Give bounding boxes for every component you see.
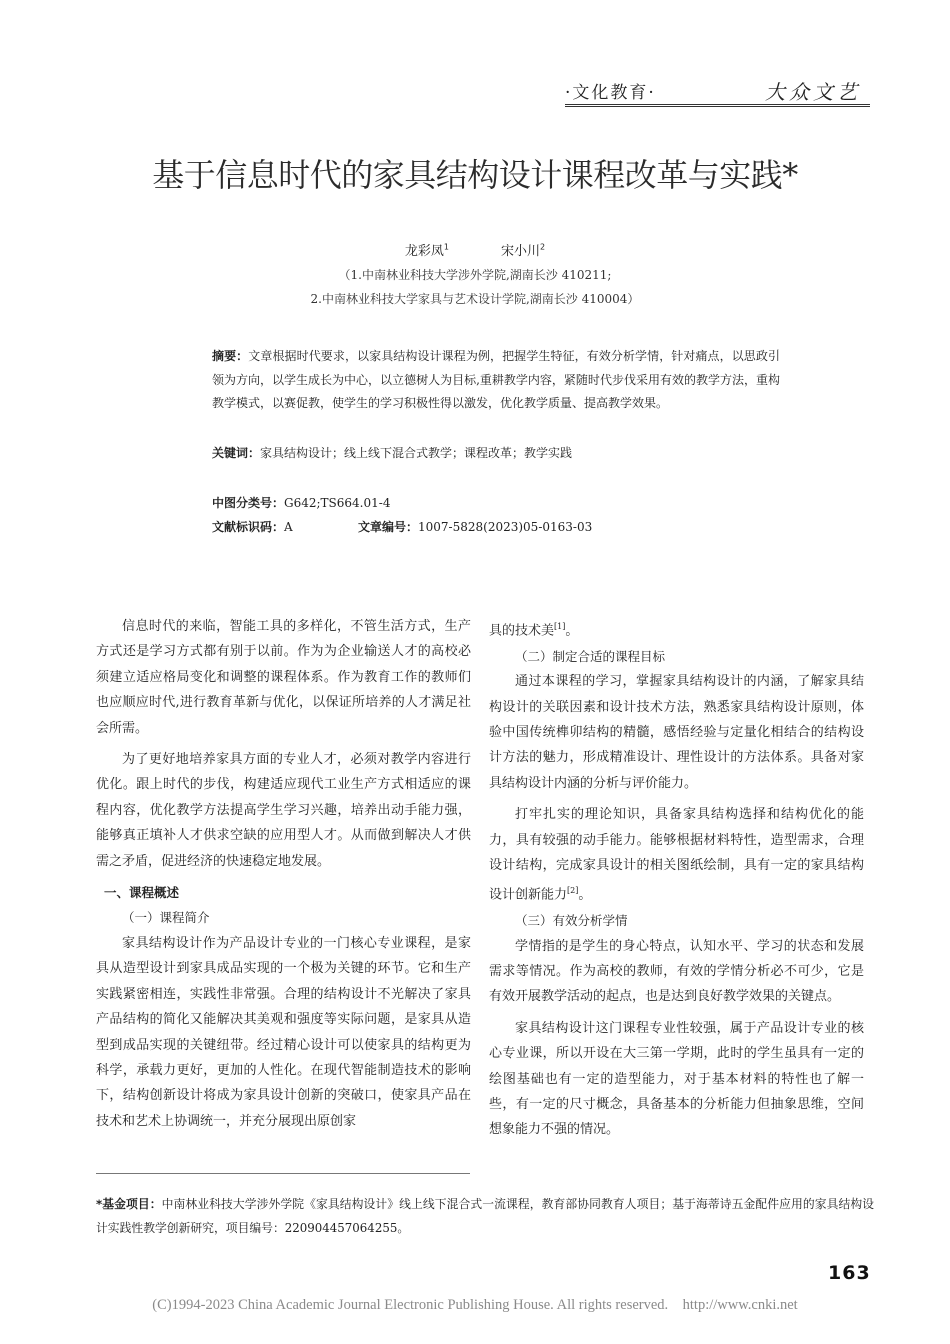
body-paragraph: 通过本课程的学习，掌握家具结构设计的内涵，了解家具结构设计的关联因素和设计技术方法，熟悉家具结构设计原则，体验中国传统榫卯结构的精髓，感悟经验与定量化相结合的结构设计方法的魅力，形成精准设计、理性设计的方法体系。具备对家具结构设计内涵的分析与评价能力。 bbox=[489, 674, 864, 791]
classification-value: G642;TS664.01-4 bbox=[284, 496, 391, 510]
body-text: 。 bbox=[578, 887, 592, 903]
body-right-column bbox=[489, 614, 864, 1143]
body-paragraph bbox=[489, 802, 864, 908]
keywords-line bbox=[212, 444, 572, 461]
page-number: 163 bbox=[828, 1262, 871, 1284]
citation-ref: [1] bbox=[554, 622, 566, 631]
article-title: 基于信息时代的家具结构设计课程改革与实践* bbox=[152, 156, 798, 194]
body-paragraph: 学情指的是学生的身心特点，认知水平、学习的状态和发展需求等情况。作为高校的教师，有效的学情分析必不可少，它是有效开展教学活动的起点，也是达到良好教学效果的关键点。 bbox=[489, 938, 864, 1005]
classification-label: 中图分类号： bbox=[212, 496, 285, 510]
author-list bbox=[0, 240, 950, 259]
header-rule bbox=[565, 104, 870, 107]
author-superscript: 2 bbox=[540, 242, 546, 252]
article-number-label: 文章编号： bbox=[358, 520, 419, 534]
body-left-column bbox=[96, 614, 471, 1134]
author-superscript: 1 bbox=[443, 242, 449, 252]
body-paragraph-continued bbox=[489, 614, 864, 644]
footnote-text: 中南林业科技大学涉外学院《家具结构设计》线上线下混合式一流课程，教育部协同教育人项目；基于海蒂诗五金配件应用的家具结构设计实践性教学创新研究，项目编号：220904457064255。 bbox=[96, 1197, 874, 1235]
author-name: 宋小川 bbox=[501, 244, 541, 259]
abstract-text: 文章根据时代要求，以家具结构设计课程为例，把握学生特征，有效分析学情，针对痛点，以思政引领为方向，以学生成长为中心，以立德树人为目标,重耕教学内容，紧随时代步伐采用有效的教学方法，重构教学模式，以赛促教，使学生的学习积极性得以激发，优化教学质量、提高教学效果。 bbox=[212, 349, 780, 410]
subsection-heading: （三）有效分析学情 bbox=[515, 913, 628, 929]
citation-ref: [2] bbox=[567, 886, 579, 896]
body-text: 。 bbox=[565, 623, 579, 639]
journal-name: 大众文艺 bbox=[765, 80, 861, 104]
subsection-heading: （二）制定合适的课程目标 bbox=[515, 648, 666, 664]
copyright-notice: (C)1994-2023 China Academic Journal Electronic Publishing House. All rights reserved. http://www.cnki.net bbox=[152, 1297, 798, 1313]
section-heading: 一、课程概述 bbox=[104, 885, 180, 901]
body-paragraph: 为了更好地培养家具方面的专业人才，必须对教学内容进行优化。跟上时代的步伐，构建适应现代工业生产方式相适应的课程内容，优化教学方法提高学生学习兴趣，培养出动手能力强，能够真正填补人才供求空缺的应用型人才。从而做到解决人才供需之矛盾，促进经济的快速稳定地发展。 bbox=[96, 752, 471, 869]
article-number-value: 1007-5828(2023)05-0163-03 bbox=[418, 520, 593, 534]
classification-line bbox=[212, 494, 390, 511]
abstract-label: 摘要： bbox=[212, 349, 249, 363]
keywords-text: 家具结构设计；线上线下混合式教学；课程改革；教学实践 bbox=[260, 446, 573, 460]
body-paragraph: 信息时代的来临，智能工具的多样化，不管生活方式，生产方式还是学习方式都有别于以前。作为为企业输送人才的高校必须建立适应格局变化和调整的课程体系。作为教育工作的教师们也应顺应时代,进行教育革新与优化，以保证所培养的人才满足社会所需。 bbox=[96, 619, 471, 736]
abstract-block bbox=[212, 345, 780, 416]
footnote-rule bbox=[96, 1173, 470, 1174]
body-text: 打牢扎实的理论知识，具备家具结构选择和结构优化的能力，具有较强的动手能力。能够根据材料特性，造型需求，合理设计结构，完成家具设计的相关图纸绘制，具有一定的家具结构设计创新能力 bbox=[489, 807, 864, 903]
keywords-label: 关键词： bbox=[212, 446, 261, 460]
doc-code-value: A bbox=[284, 520, 293, 534]
body-text: 具的技术美 bbox=[489, 623, 555, 639]
affiliation-line: （1.中南林业科技大学涉外学院,湖南长沙 410211; bbox=[338, 268, 612, 282]
article-number-line bbox=[358, 518, 592, 535]
body-paragraph: 家具结构设计作为产品设计专业的一门核心专业课程，是家具从造型设计到家具成品实现的一个极为关键的环节。它和生产实践紧密相连，实践性非常强。合理的结构设计不光解决了家具产品结构的简化又能解决其美观和强度等实际问题，是家具从造型到成品实现的关键纽带。经过精心设计可以使家具的结构更为科学，承载力更好，更加的人性化。在现代智能制造技术的影响下，结构创新设计将成为家具设计创新的突破口，使家具产品在技术和艺术上协调统一，并充分展现出原创家 bbox=[96, 935, 471, 1129]
funding-footnote bbox=[96, 1192, 874, 1240]
body-paragraph: 家具结构设计这门课程专业性较强，属于产品设计专业的核心专业课，所以开设在大三第一学期，此时的学生虽具有一定的绘图基础也有一定的造型能力，对于基本材料的特性也了解一些，有一定的尺寸概念，具备基本的分析能力但抽象思维，空间想象能力不强的情况。 bbox=[489, 1020, 864, 1138]
doc-code-line bbox=[212, 518, 293, 535]
subsection-heading: （一）课程简介 bbox=[122, 910, 210, 926]
doc-code-label: 文献标识码： bbox=[212, 520, 285, 534]
footnote-label: *基金项目： bbox=[96, 1197, 162, 1211]
journal-section-label: ·文化教育· bbox=[565, 83, 656, 103]
affiliation-line: 2.中南林业科技大学家具与艺术设计学院,湖南长沙 410004） bbox=[310, 292, 640, 306]
author-name: 龙彩凤 bbox=[404, 244, 444, 259]
